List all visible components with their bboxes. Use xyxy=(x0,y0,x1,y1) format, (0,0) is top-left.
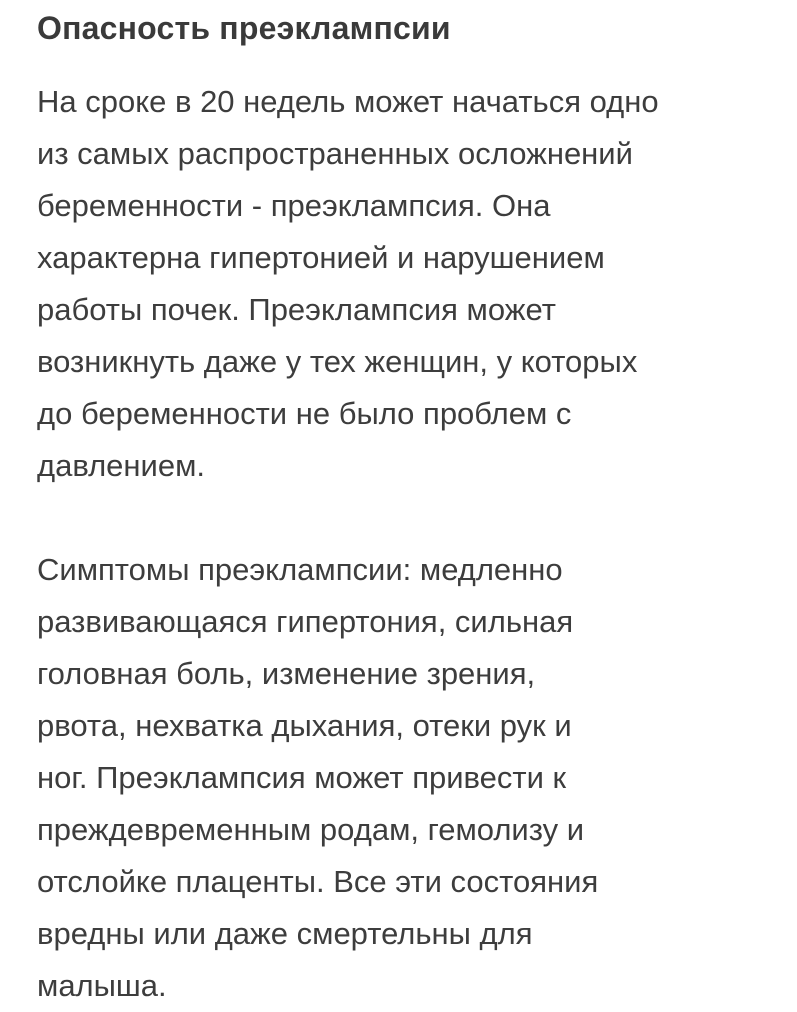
article xyxy=(37,0,777,1012)
paragraph-preeclampsia-danger: На сроке в 20 недель может начаться одно из самых распространенных осложнений беременности - преэклампсия. Она характерна гипертонией и нарушением работы почек. Преэклампсия может возникнуть даже у тех женщин, у которых до беременности не было проблем с давлением. xyxy=(37,84,659,483)
article-title: Опасность преэклампсии xyxy=(37,10,451,46)
paragraph-preeclampsia-symptoms: Симптомы преэклампсии: медленно развивающаяся гипертония, сильная головная боль, изменение зрения, рвота, нехватка дыхания, отеки рук и ног. Преэклампсия может привести к преждевременным родам, гемолизу и отслойке плаценты. Все эти состояния вредны или даже смертельны для малыша. xyxy=(37,552,599,1003)
